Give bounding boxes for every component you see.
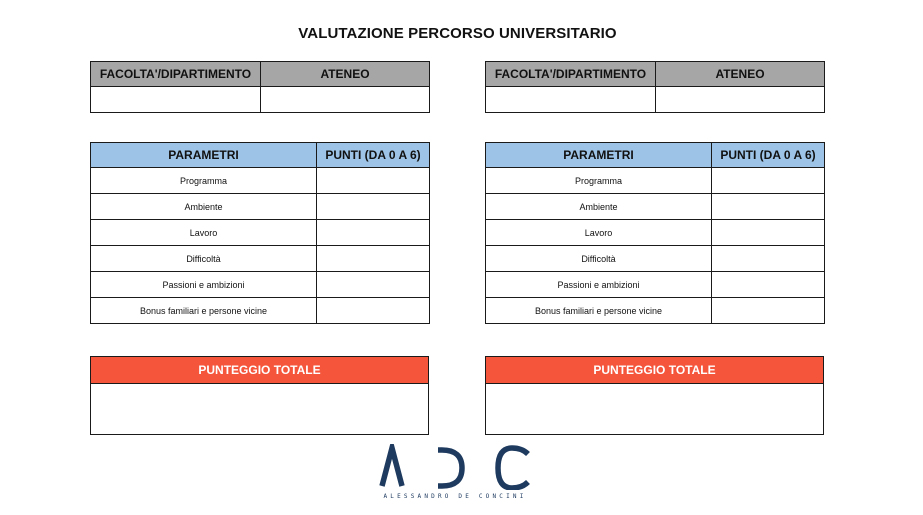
points-cell[interactable] (317, 194, 430, 220)
table-row (91, 272, 430, 298)
param-label: Lavoro (91, 220, 317, 246)
points-cell[interactable] (712, 220, 825, 246)
total-score-cell[interactable] (91, 384, 429, 435)
university-header: ATENEO (656, 62, 825, 87)
points-cell[interactable] (712, 272, 825, 298)
faculty-cell[interactable] (91, 87, 261, 113)
params-table-right (485, 142, 825, 324)
faculty-table-right (485, 61, 825, 113)
adc-logo-mark (370, 444, 540, 490)
points-cell[interactable] (317, 246, 430, 272)
params-header: PARAMETRI (91, 143, 317, 168)
table-row (486, 298, 825, 324)
param-label: Passioni e ambizioni (91, 272, 317, 298)
points-header: PUNTI (DA 0 A 6) (712, 143, 825, 168)
table-row (91, 246, 430, 272)
param-label: Programma (486, 168, 712, 194)
logo-caption: ALESSANDRO DE CONCINI (383, 493, 527, 500)
points-cell[interactable] (317, 298, 430, 324)
param-label: Ambiente (91, 194, 317, 220)
param-label: Lavoro (486, 220, 712, 246)
faculty-header: FACOLTA'/DIPARTIMENTO (486, 62, 656, 87)
total-score-header: PUNTEGGIO TOTALE (91, 357, 429, 384)
faculty-header: FACOLTA'/DIPARTIMENTO (91, 62, 261, 87)
total-table-right (485, 356, 824, 435)
total-table-left (90, 356, 429, 435)
table-row (486, 246, 825, 272)
param-label: Ambiente (486, 194, 712, 220)
page-title: VALUTAZIONE PERCORSO UNIVERSITARIO (298, 25, 617, 42)
table-row (486, 168, 825, 194)
logo-letter-a (382, 448, 402, 486)
param-label: Programma (91, 168, 317, 194)
param-label: Bonus familiari e persone vicine (486, 298, 712, 324)
points-cell[interactable] (712, 246, 825, 272)
param-label: Bonus familiari e persone vicine (91, 298, 317, 324)
logo-letter-d (438, 450, 462, 486)
param-label: Passioni e ambizioni (486, 272, 712, 298)
adc-logo (370, 444, 540, 504)
faculty-table-left (90, 61, 430, 113)
points-header: PUNTI (DA 0 A 6) (317, 143, 430, 168)
param-label: Difficoltà (91, 246, 317, 272)
points-cell[interactable] (712, 194, 825, 220)
table-row (486, 220, 825, 246)
table-row (91, 220, 430, 246)
table-row (91, 298, 430, 324)
university-cell[interactable] (261, 87, 430, 113)
points-cell[interactable] (317, 220, 430, 246)
total-score-header: PUNTEGGIO TOTALE (486, 357, 824, 384)
university-header: ATENEO (261, 62, 430, 87)
university-cell[interactable] (656, 87, 825, 113)
total-score-cell[interactable] (486, 384, 824, 435)
params-header: PARAMETRI (486, 143, 712, 168)
table-row (91, 168, 430, 194)
param-label: Difficoltà (486, 246, 712, 272)
points-cell[interactable] (712, 298, 825, 324)
points-cell[interactable] (712, 168, 825, 194)
table-row (486, 194, 825, 220)
logo-letter-c (498, 448, 528, 488)
points-cell[interactable] (317, 272, 430, 298)
faculty-cell[interactable] (486, 87, 656, 113)
points-cell[interactable] (317, 168, 430, 194)
params-table-left (90, 142, 430, 324)
table-row (486, 272, 825, 298)
table-row (91, 194, 430, 220)
